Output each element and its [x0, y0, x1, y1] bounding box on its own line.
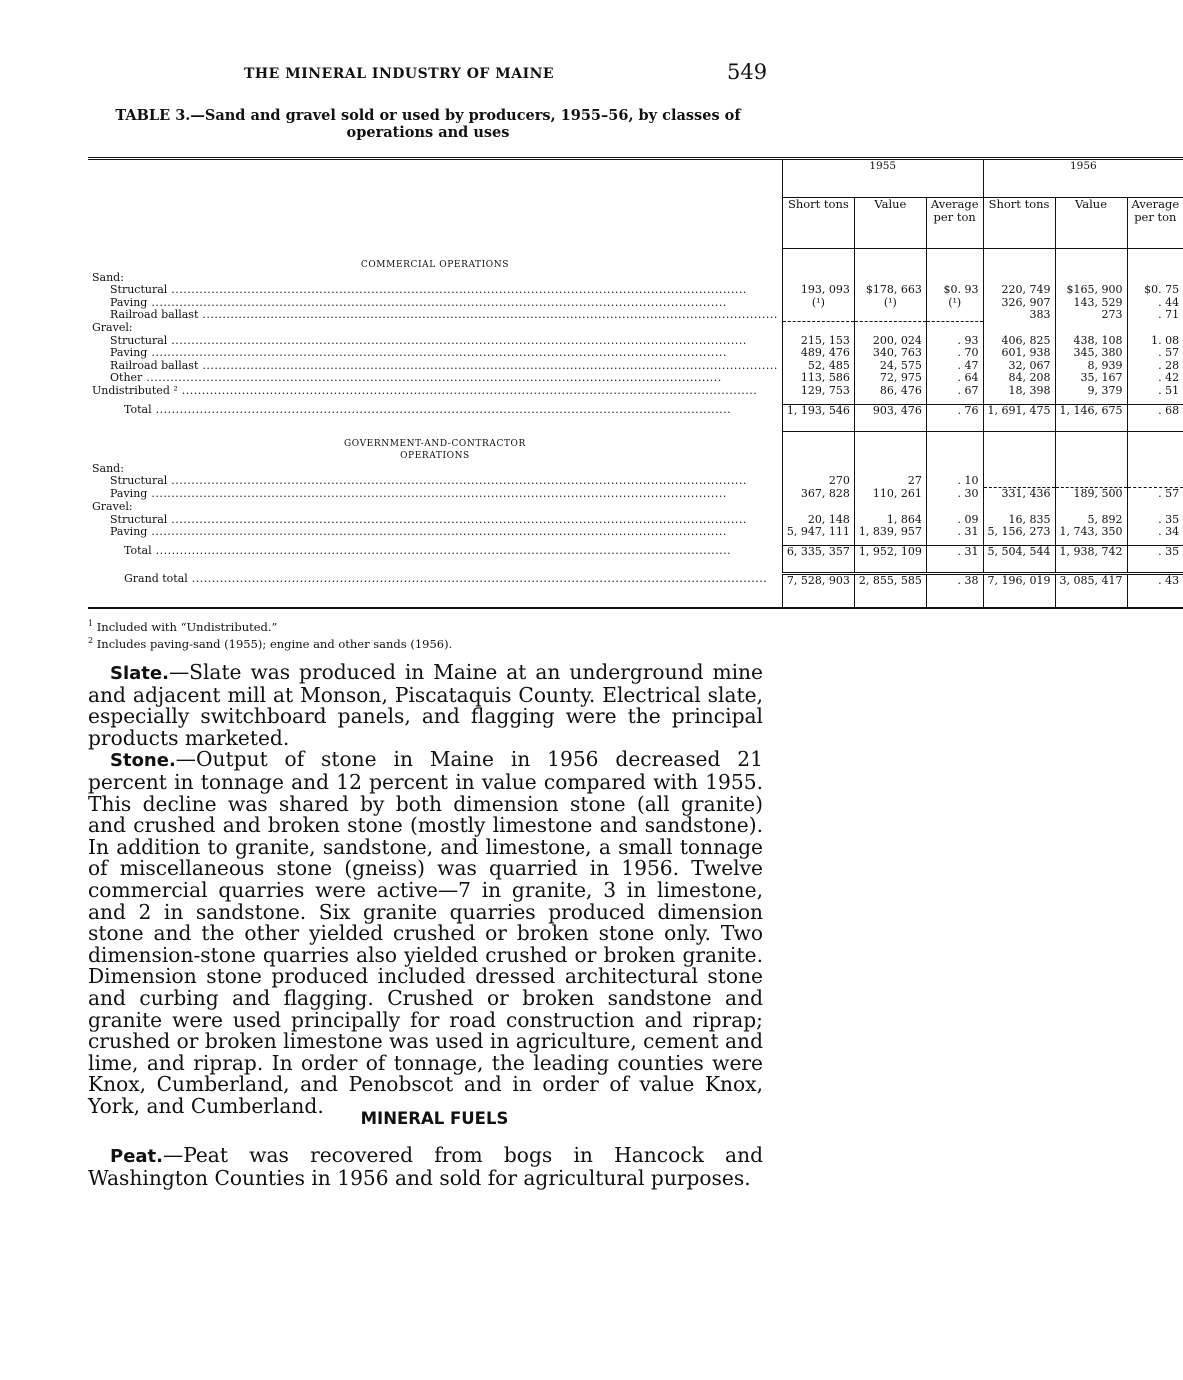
table-cell: . 67 [926, 385, 983, 398]
table-cell: 340, 763 [854, 347, 926, 360]
table-cell: 1. 08 [1127, 335, 1183, 348]
table-cell: 1, 691, 475 [983, 404, 1055, 431]
table-caption [88, 107, 768, 141]
table-cell: 35, 167 [1055, 372, 1127, 385]
grand-total-row [88, 573, 1183, 601]
table-cell: 72, 975 [854, 372, 926, 385]
table-cell: . 51 [1127, 385, 1183, 398]
peat-paragraph: Peat.—Peat was recovered from bogs in Hancock and Washington Counties in 1956 and sold for agricultural purposes. [88, 1143, 763, 1190]
table-cell [782, 309, 854, 322]
sand-gravel-table [88, 157, 1183, 609]
table-cell: . 34 [1127, 526, 1183, 539]
row-label: Total [124, 544, 152, 558]
table-row [88, 526, 1183, 539]
table-cell: 7, 196, 019 [983, 573, 1055, 601]
footnote: $^1$ Included with “Undistributed.” [88, 619, 278, 634]
row-label: Paving [110, 346, 148, 360]
table-cell: . 57 [1127, 347, 1183, 360]
row-label: Total [124, 403, 152, 417]
table-cell: . 35 [1127, 514, 1183, 527]
row-label: Structural [110, 333, 168, 347]
table-cell: 9, 379 [1055, 385, 1127, 398]
page-number: 549 [727, 60, 768, 84]
table-cell: 1, 864 [854, 514, 926, 527]
group-label: Sand: [92, 461, 124, 475]
table-cell: . 31 [926, 526, 983, 539]
table-cell: 113, 586 [782, 372, 854, 385]
year-header-1956: 1956 [983, 159, 1183, 198]
table-cell: (¹) [854, 297, 926, 310]
section-heading-cont: OPERATIONS [400, 451, 470, 462]
col-avg-per-ton-1956: Average per ton [1127, 198, 1183, 249]
col-short-tons-1955: Short tons [782, 198, 854, 249]
col-value-1956: Value [1055, 198, 1127, 249]
table-cell: 273 [1055, 309, 1127, 322]
table-cell: . 68 [1127, 404, 1183, 431]
row-label: Structural [110, 474, 168, 488]
row-label: Paving [110, 295, 148, 309]
row-label: Structural [110, 283, 168, 297]
table-cell: . 42 [1127, 372, 1183, 385]
row-label: Paving [110, 486, 148, 500]
table-cell: 326, 907 [983, 297, 1055, 310]
table-cell: 5, 892 [1055, 514, 1127, 527]
running-head [0, 60, 869, 90]
table-cell: 438, 108 [1055, 335, 1127, 348]
row-label: Railroad ballast [110, 358, 199, 372]
group-label: Sand: [92, 270, 124, 284]
table-cell: 189, 500 [1055, 488, 1127, 501]
table-cell: 84, 208 [983, 372, 1055, 385]
table-caption-label: TABLE 3. [115, 107, 191, 124]
table-caption-text: —Sand and gravel sold or used by producers, 1955–56, by classes of operations and uses [190, 107, 741, 141]
row-label: Structural [110, 512, 168, 526]
table-cell: . 28 [1127, 360, 1183, 373]
table-cell: 270 [782, 475, 854, 488]
table-cell: 7, 528, 903 [782, 573, 854, 601]
section-heading: GOVERNMENT-AND-CONTRACTOR [343, 438, 526, 449]
stone-runin-heading: Stone. [110, 750, 176, 772]
table-cell: . 47 [926, 360, 983, 373]
table-cell: 193, 093 [782, 284, 854, 297]
table-cell: (¹) [782, 297, 854, 310]
table-cell: . 38 [926, 573, 983, 601]
table-cell: . 10 [926, 475, 983, 488]
group-label: Gravel: [92, 500, 133, 513]
table-cell: 110, 261 [854, 488, 926, 501]
table-cell: (¹) [926, 297, 983, 310]
row-label: Grand total [124, 572, 188, 586]
table-cell: 18, 398 [983, 385, 1055, 398]
total-row [88, 404, 1183, 431]
table-cell [983, 475, 1055, 488]
table-cell: 3, 085, 417 [1055, 573, 1127, 601]
slate-runin-heading: Slate. [110, 663, 169, 684]
table-cell: . 43 [1127, 573, 1183, 601]
table-cell: 215, 153 [782, 335, 854, 348]
section-heading-row [88, 438, 1183, 463]
year-header-1955: 1955 [782, 159, 983, 198]
table-cell [1127, 475, 1183, 488]
running-title: THE MINERAL INDUSTRY OF MAINE [244, 66, 555, 82]
section-heading: COMMERCIAL OPERATIONS [360, 260, 510, 270]
table-cell: 601, 938 [983, 347, 1055, 360]
table-cell [854, 309, 926, 322]
section-heading-row [88, 259, 1183, 272]
table-cell: 903, 476 [854, 404, 926, 431]
total-row [88, 545, 1183, 573]
table-cell: 32, 067 [983, 360, 1055, 373]
table-cell: 1, 952, 109 [854, 545, 926, 573]
table-cell: 27 [854, 475, 926, 488]
table-row [88, 309, 1183, 322]
table-cell: 16, 835 [983, 514, 1055, 527]
table-cell: 2, 855, 585 [854, 573, 926, 601]
table-cell: 1, 743, 350 [1055, 526, 1127, 539]
table-cell: $165, 900 [1055, 284, 1127, 297]
table-cell: 143, 529 [1055, 297, 1127, 310]
table-cell: $0. 93 [926, 284, 983, 297]
table-cell: $0. 75 [1127, 284, 1183, 297]
table-cell: 8, 939 [1055, 360, 1127, 373]
table-cell: . 35 [1127, 545, 1183, 573]
body-text [88, 662, 763, 1117]
table-row [88, 488, 1183, 501]
table-cell: 220, 749 [983, 284, 1055, 297]
col-value-1955: Value [854, 198, 926, 249]
row-label: Paving [110, 525, 148, 539]
table-cell: 52, 485 [782, 360, 854, 373]
table-cell: 5, 156, 273 [983, 526, 1055, 539]
row-label: Railroad ballast [110, 308, 199, 322]
table-cell: 129, 753 [782, 385, 854, 398]
table-cell [926, 309, 983, 322]
table-cell [1055, 475, 1127, 488]
stub-header [88, 159, 782, 249]
table-cell: 6, 335, 357 [782, 545, 854, 573]
table-cell: 383 [983, 309, 1055, 322]
peat-runin-heading: Peat. [110, 1146, 163, 1167]
slate-paragraph: Slate.—Slate was produced in Maine at an underground mine and adjacent mill at Monson, Piscataquis County. Electrical slate, especially switchboard panels, and flagging were the principal products marketed. [88, 660, 763, 750]
footnote: $^2$ Includes paving-sand (1955); engine and other sands (1956). [88, 635, 453, 651]
table-cell: . 44 [1127, 297, 1183, 310]
row-label: Other [110, 371, 143, 385]
group-label: Gravel: [92, 320, 133, 334]
table-cell: . 09 [926, 514, 983, 527]
table-cell: . 64 [926, 372, 983, 385]
table-cell: $178, 663 [854, 284, 926, 297]
mineral-fuels-heading: MINERAL FUELS [360, 1109, 509, 1128]
table-cell: 331, 436 [983, 488, 1055, 501]
table-cell: . 93 [926, 335, 983, 348]
col-avg-per-ton-1955: Average per ton [926, 198, 983, 249]
table-cell: 489, 476 [782, 347, 854, 360]
table-cell: 1, 839, 957 [854, 526, 926, 539]
table-cell: 406, 825 [983, 335, 1055, 348]
table-cell: . 31 [926, 545, 983, 573]
table-footnotes [88, 617, 768, 651]
table-cell: 5, 504, 544 [983, 545, 1055, 573]
table-cell: . 70 [926, 347, 983, 360]
col-short-tons-1956: Short tons [983, 198, 1055, 249]
row-label: Undistributed ² [92, 383, 178, 397]
table-cell: 1, 193, 546 [782, 404, 854, 431]
stone-paragraph: Stone.—Output of stone in Maine in 1956 decreased 21 percent in tonnage and 12 percent in value compared with 1955. This decline was shared by both dimension stone (all granite) and crushed and broken stone (mostly limestone and sandstone). In addition to granite, sandstone, and limestone, a small tonnage of miscellaneous stone (gneiss) was quarried in 1956. Twelve commercial quarries were active—7 in granite, 3 in limestone, and 2 in sandstone. Six granite quarries produced dimension stone and the other yielded crushed or broken stone only. Two dimension-stone quarries also yielded crushed or broken granite. Dimension stone produced included dressed architectural stone and curbing and flagging. Crushed or broken sandstone and granite were used principally for road construction and riprap; crushed or broken limestone was used in agriculture, cement and lime, and riprap. In order of tonnage, the leading counties were Knox, Cumberland, and Penobscot and in order of value Knox, York, and Cumberland. [88, 747, 763, 1118]
table-cell: 86, 476 [854, 385, 926, 398]
table-cell: 5, 947, 111 [782, 526, 854, 539]
table-cell: . 57 [1127, 488, 1183, 501]
table-cell: 20, 148 [782, 514, 854, 527]
table-cell: 1, 938, 742 [1055, 545, 1127, 573]
table-cell: 345, 380 [1055, 347, 1127, 360]
table-cell: . 71 [1127, 309, 1183, 322]
table-cell: 1, 146, 675 [1055, 404, 1127, 431]
table-cell: 367, 828 [782, 488, 854, 501]
table-cell: 24, 575 [854, 360, 926, 373]
table-cell: . 30 [926, 488, 983, 501]
table-row [88, 385, 1183, 398]
table-cell: . 76 [926, 404, 983, 431]
table-cell: 200, 024 [854, 335, 926, 348]
peat-section [88, 1145, 763, 1189]
